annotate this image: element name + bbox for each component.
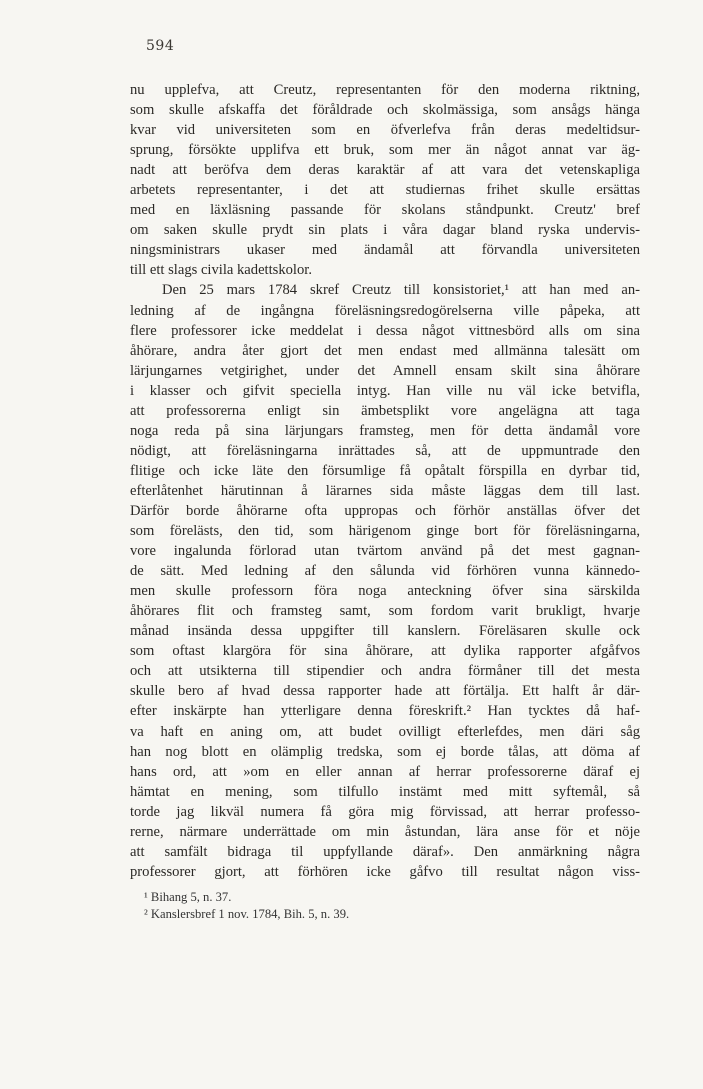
- text-line: om saken skulle prydt sin plats i våra dagar bland ryska undervis-: [130, 222, 640, 239]
- text-line: ningsministrars ukaser med ändamål att förvandla universiteten: [130, 242, 640, 259]
- text-line: sprung, försökte upplifva ett bruk, som mer än något annat var äg-: [130, 142, 640, 159]
- text-line: och att utsikterna till stipendier och andra förmåner till det mesta: [130, 663, 640, 680]
- text-line: de sätt. Med ledning af den sålunda vid förhören vunna kännedo-: [130, 563, 640, 580]
- text-line: efterlåtenhet härutinnan å lärarnes sida måste läggas dem till last.: [130, 482, 640, 499]
- text-line: till ett slags civila kadettskolor.: [130, 262, 312, 279]
- text-line: med en läxläsning passande för skolans ståndpunkt. Creutz' bref: [130, 202, 640, 219]
- text-line: han nog blott en olämplig tredska, som ej borde tålas, att döma af: [130, 743, 640, 760]
- footnotes: [130, 889, 640, 923]
- text-line: vore ingalunda förlorad utan tvärtom använd på det mest gagnan-: [130, 543, 640, 560]
- text-line: torde jag likväl numera få göra mig förvissad, att herrar professo-: [130, 803, 640, 820]
- text-line: rerne, närmare underrättade om min åstundan, lära anse för et nöje: [130, 823, 640, 840]
- text-line: Därför borde åhörarne ofta uppropas och förhör anställas öfver det: [130, 502, 640, 519]
- text-line: åhörares flit och framsteg samt, som fordom varit brukligt, hvarje: [130, 603, 640, 620]
- text-line: efter inskärpte han ytterligare denna föreskrift.² Han tycktes då haf-: [130, 703, 640, 720]
- text-line: att professorerna enligt sin ämbetsplikt vore angelägna att taga: [130, 402, 640, 419]
- text-line: att samfält bidraga til uppfyllande däraf». Den anmärkning några: [130, 843, 640, 860]
- text-line: nu upplefva, att Creutz, representanten för den moderna riktning,: [130, 82, 640, 98]
- text-line: skulle bero af hvad dessa rapporter hade att förtälja. Ett halft år där-: [130, 683, 640, 700]
- text-line: nödigt, att föreläsningarna inrättades så, att de uppmuntrade den: [130, 442, 640, 459]
- text-line: va haft en aning om, att budet ovilligt efterlefdes, men däri såg: [130, 723, 640, 740]
- text-line: professorer gjort, att förhören icke gåfvo till resultat någon viss-: [130, 863, 640, 880]
- text-line: som förelästs, den tid, som härigenom ginge bort för föreläsningarna,: [130, 523, 640, 540]
- text-line: månad insända dessa uppgifter till kanslern. Föreläsaren skulle ock: [130, 623, 640, 640]
- text-line: arbetets representanter, i det att studiernas frihet skulle ersättas: [130, 182, 640, 199]
- text-line: hämtat en mening, som tilfullo instämt med mitt syftemål, så: [130, 783, 640, 800]
- text-line: kvar vid universiteten som en öfverlefva från deras medeltidsur-: [130, 122, 640, 139]
- text-line: flere professorer icke meddelat i dessa något vittnesbörd alls om sina: [130, 322, 640, 339]
- text-line: flitige och icke läte den försumlige få opåtalt förspilla en dyrbar tid,: [130, 462, 640, 479]
- text-line: ledning af de ingångna föreläsningsredogörelserna ville påpeka, att: [130, 302, 640, 319]
- text-line: som skulle afskaffa det föråldrade och skolmässiga, som ansågs hänga: [130, 102, 640, 119]
- text-line: nadt att beröfva dem deras karaktär af att vara det vetenskapliga: [130, 162, 640, 179]
- body-text: [130, 80, 640, 882]
- footnote-1: ¹ Bihang 5, n. 37.: [144, 890, 232, 904]
- text-line: som oftast klargöra för sina åhörare, att dylika rapporter afgåfvos: [130, 643, 640, 660]
- text-line: men skulle professorn föra noga anteckning öfver sina särskilda: [130, 583, 640, 600]
- footnote-2: ² Kanslersbref 1 nov. 1784, Bih. 5, n. 39.: [144, 907, 350, 921]
- text-line: lärjungarnes vetgirighet, under det Amnell ensam skilt sina åhörare: [130, 362, 640, 379]
- text-line: hans ord, att »om en eller annan af herrar professorerne däraf ej: [130, 763, 640, 780]
- text-line: noga reda på sina lärjungars framsteg, men för detta ändamål vore: [130, 422, 640, 439]
- paragraph-start-line: Den 25 mars 1784 skref Creutz till konsistoriet,¹ att han med an-: [162, 282, 640, 299]
- text-line: åhörare, andra åter gjort det men endast med allmänna talesätt om: [130, 342, 640, 359]
- text-line: i klasser och gifvit speciella intyg. Han ville nu väl icke betvifla,: [130, 382, 640, 399]
- page-number: 594: [146, 38, 175, 54]
